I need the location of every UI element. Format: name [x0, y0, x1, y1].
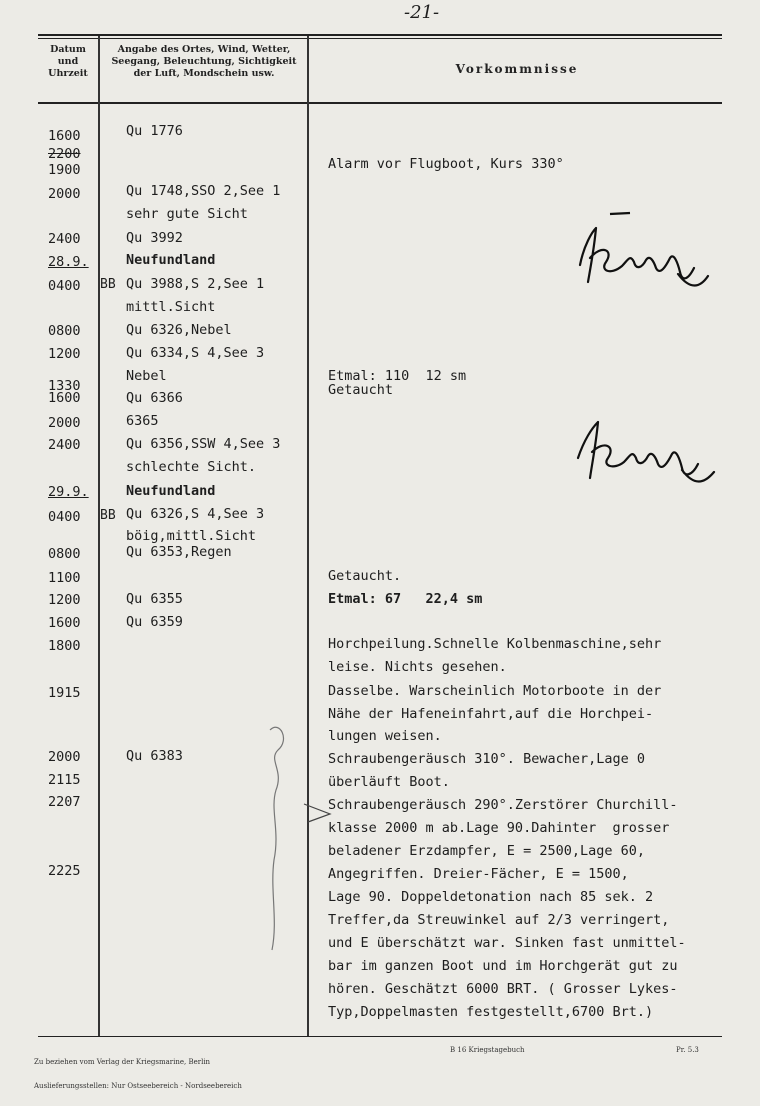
- time-entry: 2000: [48, 415, 81, 431]
- event-entry: beladener Erzdampfer, E = 2500,Lage 60,: [328, 843, 645, 859]
- time-entry: 1200: [48, 592, 81, 608]
- place-entry: böig,mittl.Sicht: [126, 528, 257, 544]
- time-entry: 2400: [48, 231, 81, 247]
- bb-marker: BB: [100, 277, 116, 292]
- place-entry: schlechte Sicht.: [126, 459, 257, 475]
- time-entry: 2400: [48, 437, 81, 453]
- time-entry: 1600: [48, 615, 81, 631]
- event-entry: Dasselbe. Warscheinlich Motorboote in der: [328, 683, 662, 699]
- time-entry: 1100: [48, 570, 81, 586]
- time-entry: 2000: [48, 749, 81, 765]
- signature-2: [570, 408, 730, 498]
- time-entry: 2000: [48, 186, 81, 202]
- header-col-date-line: Uhrzeit: [48, 68, 88, 79]
- header-col-events: Vorkommnisse: [455, 62, 579, 76]
- place-entry: Neufundland: [126, 252, 216, 268]
- time-entry: 0400: [48, 509, 81, 525]
- page-number: -21-: [404, 2, 440, 23]
- event-entry: überläuft Boot.: [328, 774, 450, 790]
- time-entry: 2207: [48, 794, 81, 810]
- bottom-rule: [38, 1036, 722, 1037]
- place-entry: Qu 6366: [126, 390, 183, 406]
- footer-middle: B 16 Kriegstagebuch: [450, 1046, 525, 1054]
- footer-left-line-1: Zu beziehen vom Verlag der Kriegsmarine, Berlin: [34, 1058, 211, 1066]
- place-entry: Qu 6356,SSW 4,See 3: [126, 436, 281, 452]
- place-entry: Qu 6383: [126, 748, 183, 764]
- place-entry: Qu 6359: [126, 614, 183, 630]
- time-entry: 0400: [48, 278, 81, 294]
- header-col-date-line: Datum: [50, 44, 86, 55]
- pencil-scribble: [250, 720, 300, 960]
- event-entry: Schraubengeräusch 290°.Zerstörer Churchill-: [328, 797, 678, 813]
- place-entry: Qu 6326,Nebel: [126, 322, 232, 338]
- footer-right: Pr. 5.3: [676, 1046, 699, 1054]
- place-entry: Nebel: [126, 368, 167, 384]
- event-entry: Alarm vor Flugboot, Kurs 330°: [328, 156, 564, 172]
- place-entry: sehr gute Sicht: [126, 206, 248, 222]
- margin-mark: [300, 796, 340, 826]
- event-entry: leise. Nichts gesehen.: [328, 659, 507, 675]
- footer-left-line-2: Auslieferungsstellen: Nur Ostseebereich - Nordseebereich: [34, 1082, 242, 1090]
- place-entry: Qu 6355: [126, 591, 183, 607]
- time-entry: 2115: [48, 772, 81, 788]
- time-entry: 28.9.: [48, 254, 89, 270]
- time-entry: 1900: [48, 162, 81, 178]
- time-entry: 1800: [48, 638, 81, 654]
- time-entry: 0800: [48, 323, 81, 339]
- time-entry: 1330: [48, 378, 81, 394]
- place-entry: Qu 1748,SSO 2,See 1: [126, 183, 281, 199]
- place-entry: Qu 3992: [126, 230, 183, 246]
- signature-1: [570, 210, 720, 300]
- time-entry: 1915: [48, 685, 81, 701]
- place-entry: Neufundland: [126, 483, 216, 499]
- top-rule-thin: [38, 38, 722, 39]
- time-entry: 1600: [48, 390, 81, 406]
- time-entry: 29.9.: [48, 484, 89, 500]
- bb-marker: BB: [100, 508, 116, 523]
- place-entry: Qu 6326,S 4,See 3: [126, 506, 265, 522]
- event-entry: und E überschätzt war. Sinken fast unmittel-: [328, 935, 686, 951]
- footer-left: [34, 1042, 242, 1106]
- header-col-date-line: und: [57, 56, 79, 67]
- event-entry: Getaucht.: [328, 568, 402, 584]
- time-entry: 1600: [48, 128, 81, 144]
- header-col-place-line: Angabe des Ortes, Wind, Wetter,: [117, 44, 291, 55]
- header-col-date: [40, 44, 96, 80]
- time-entry: 2200: [48, 146, 81, 162]
- column-divider-2: [307, 36, 309, 1036]
- event-entry: Etmal: 67 22,4 sm: [328, 591, 483, 607]
- event-entry: klasse 2000 m ab.Lage 90.Dahinter grosser: [328, 820, 670, 836]
- event-entry: Angegriffen. Dreier-Fächer, E = 1500,: [328, 866, 629, 882]
- header-col-place-line: Seegang, Beleuchtung, Sichtigkeit: [111, 56, 297, 67]
- event-entry: Typ,Doppelmasten festgestellt,6700 Brt.): [328, 1004, 654, 1020]
- event-entry: lungen weisen.: [328, 728, 442, 744]
- event-entry: Etmal: 110 12 sm: [328, 368, 467, 384]
- header-col-place-line: der Luft, Mondschein usw.: [133, 68, 275, 79]
- event-entry: bar im ganzen Boot und im Horchgerät gut zu: [328, 958, 678, 974]
- header-rule: [38, 102, 722, 104]
- time-entry: 2225: [48, 863, 81, 879]
- place-entry: Qu 6334,S 4,See 3: [126, 345, 265, 361]
- column-divider-1: [98, 36, 100, 1036]
- place-entry: mittl.Sicht: [126, 299, 216, 315]
- event-entry: Getaucht: [328, 382, 394, 398]
- event-entry: Lage 90. Doppeldetonation nach 85 sek. 2: [328, 889, 654, 905]
- event-entry: Treffer,da Streuwinkel auf 2/3 verringert,: [328, 912, 670, 928]
- time-entry: 0800: [48, 546, 81, 562]
- header-col-place: [102, 44, 306, 80]
- event-entry: Nähe der Hafeneinfahrt,auf die Horchpei-: [328, 706, 654, 722]
- place-entry: Qu 1776: [126, 123, 183, 139]
- top-rule: [38, 34, 722, 36]
- place-entry: Qu 3988,S 2,See 1: [126, 276, 265, 292]
- event-entry: Horchpeilung.Schnelle Kolbenmaschine,sehr: [328, 636, 662, 652]
- time-entry: 1200: [48, 346, 81, 362]
- place-entry: Qu 6353,Regen: [126, 544, 232, 560]
- place-entry: 6365: [126, 413, 159, 429]
- event-entry: hören. Geschätzt 6000 BRT. ( Grosser Lykes-: [328, 981, 678, 997]
- event-entry: Schraubengeräusch 310°. Bewacher,Lage 0: [328, 751, 645, 767]
